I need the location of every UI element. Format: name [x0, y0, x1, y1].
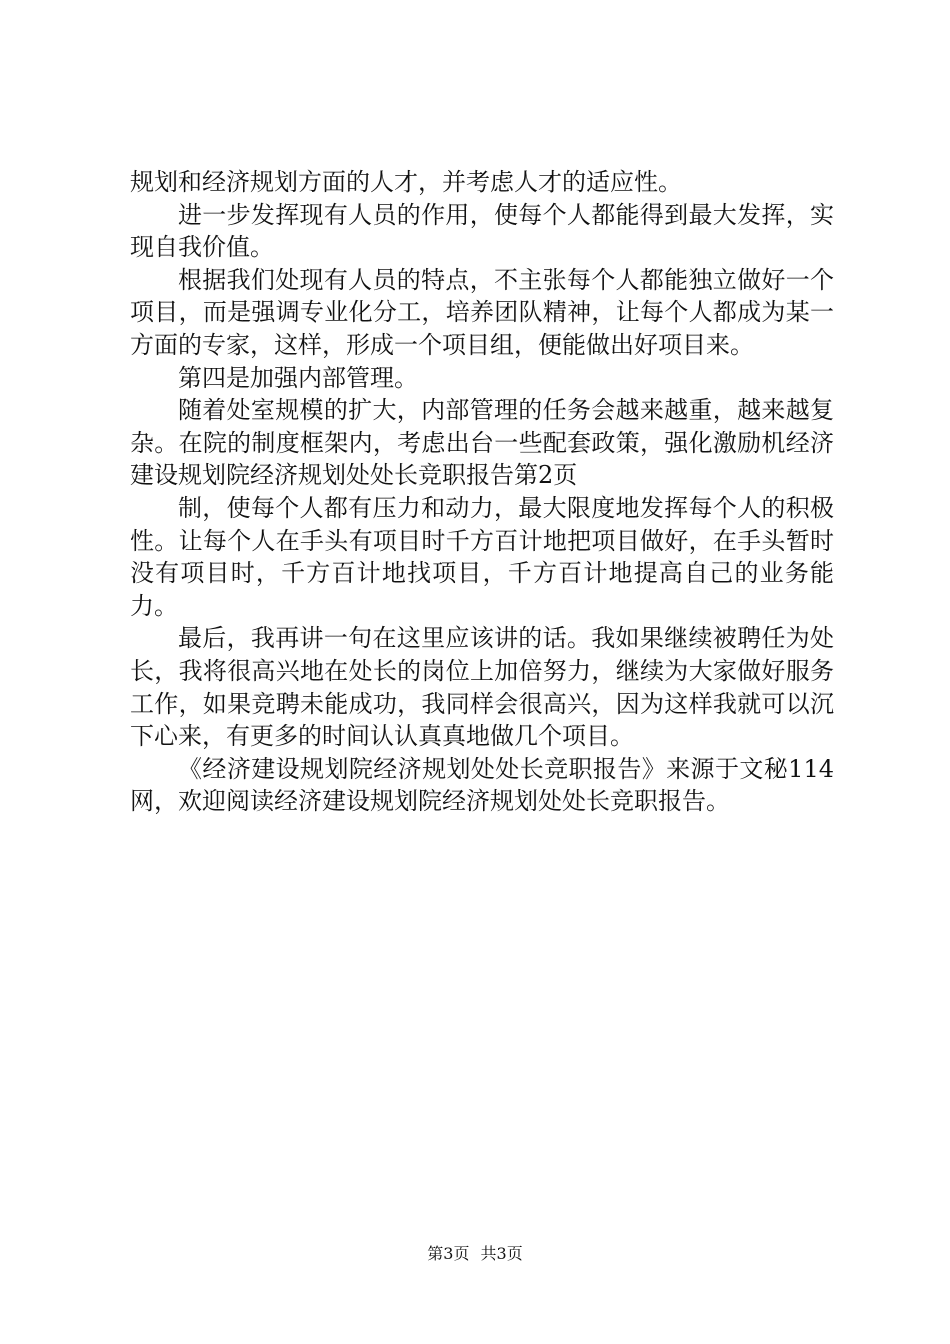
document-body	[130, 166, 834, 818]
paragraph-continued: 规划和经济规划方面的人才，并考虑人才的适应性。	[130, 168, 682, 196]
paragraph: 随着处室规模的扩大，内部管理的任务会越来越重，越来越复杂。在院的制度框架内，考虑出台一些配套政策，强化激励机经济建设规划院经济规划处处长竞职报告第2页	[130, 396, 834, 490]
section-heading-paragraph: 第四是加强内部管理。	[178, 363, 418, 392]
page-total: 共3页	[480, 1244, 523, 1263]
paragraph: 制，使每个人都有压力和动力，最大限度地发挥每个人的积极性。让每个人在手头有项目时千方百计地把项目做好，在手头暂时没有项目时，千方百计地找项目，千方百计地提高自己的业务能力。	[130, 493, 834, 620]
page-footer	[0, 1244, 950, 1264]
paragraph: 进一步发挥现有人员的作用，使每个人都能得到最大发挥，实现自我价值。	[130, 200, 834, 262]
page-number: 第3页	[427, 1244, 470, 1263]
paragraph: 根据我们处现有人员的特点，不主张每个人都能独立做好一个项目，而是强调专业化分工，培养团队精神，让每个人都成为某一方面的专家，这样，形成一个项目组，便能做出好项目来。	[130, 265, 834, 359]
source-note-paragraph: 《经济建设规划院经济规划处处长竞职报告》来源于文秘114网，欢迎阅读经济建设规划院经济规划处处长竞职报告。	[130, 754, 834, 816]
paragraph: 最后，我再讲一句在这里应该讲的话。我如果继续被聘任为处长，我将很高兴地在处长的岗位上加倍努力，继续为大家做好服务工作，如果竞聘未能成功，我同样会很高兴，因为这样我就可以沉下心来，有更多的时间认认真真地做几个项目。	[130, 624, 834, 751]
